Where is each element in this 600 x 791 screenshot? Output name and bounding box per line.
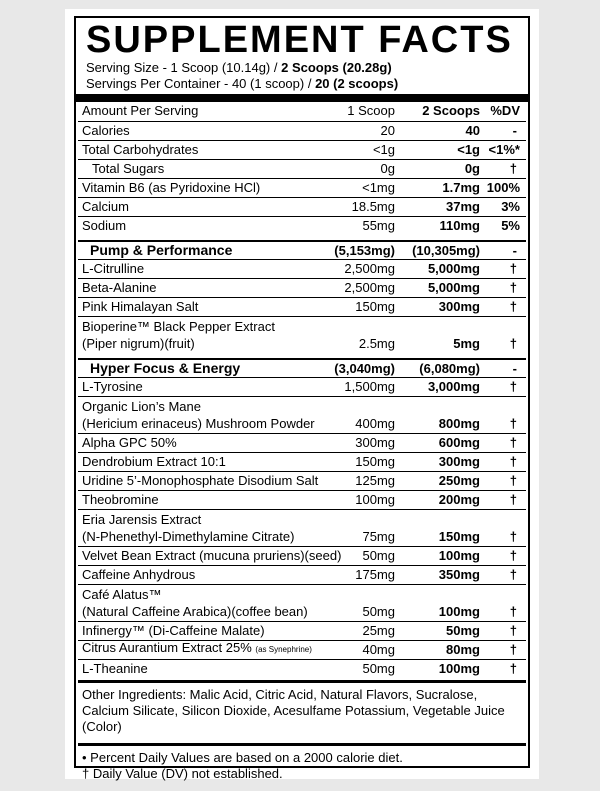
serving-size: Serving Size - 1 Scoop (10.14g) / 2 Scoops (20.28g) [86, 60, 392, 75]
amount-2-scoops: 5,000mg [427, 280, 480, 295]
ingredient-name: Uridine 5’-Monophosphate Disodium Salt [82, 473, 319, 488]
daily-value: 3% [501, 199, 520, 214]
ingredient-name: Infinergy™ (Di-Caffeine Malate) [82, 623, 265, 638]
section-title: Hyper Focus & Energy [90, 360, 241, 376]
ingredient-name-line1: Organic Lion’s Mane [82, 399, 201, 414]
amount-2-scoops: 150mg [438, 529, 480, 544]
amount-2-scoops: 300mg [438, 454, 480, 469]
nutrient-row [78, 140, 526, 159]
ingredient-name: Velvet Bean Extract (mucuna pruriens)(seed) [82, 548, 342, 563]
daily-value: † [509, 567, 517, 582]
amount-1-scoop: 0g [380, 161, 395, 176]
daily-value: † [509, 416, 517, 431]
ingredient-name: Beta-Alanine [82, 280, 157, 295]
daily-value: - [512, 243, 517, 258]
daily-value: † [509, 299, 517, 314]
amount-2-scoops: 110mg [439, 218, 480, 233]
daily-value: † [509, 492, 517, 507]
daily-value: <1%* [488, 142, 520, 157]
servings-per-container: Servings Per Container - 40 (1 scoop) / 20 (2 scoops) [86, 76, 399, 91]
ingredient-name-line1: Café Alatus™ [82, 587, 162, 602]
amount-1-scoop: 125mg [355, 473, 395, 488]
amount-2-scoops: (10,305mg) [412, 243, 480, 258]
supplement-facts-label [74, 16, 530, 781]
divider-thick [78, 680, 526, 683]
amount-2-scoops: 200mg [438, 492, 480, 507]
amount-2-scoops: 300mg [438, 299, 480, 314]
footnote-percent-dv: • Percent Daily Values are based on a 2000 calorie diet. [82, 750, 403, 765]
amount-1-scoop: 50mg [362, 604, 395, 619]
amount-1-scoop: 400mg [355, 416, 395, 431]
amount-2-scoops: 800mg [438, 416, 480, 431]
daily-value: † [509, 623, 517, 638]
daily-value: † [509, 548, 517, 563]
nutrient-row [78, 471, 526, 490]
daily-value: † [509, 261, 517, 276]
amount-1-scoop: 55mg [362, 218, 395, 233]
daily-value: † [509, 379, 517, 394]
daily-value: 100% [486, 180, 520, 195]
ingredient-name: L-Theanine [82, 661, 148, 676]
nutrient-row [78, 490, 526, 509]
ingredient-name: Pink Himalayan Salt [82, 299, 199, 314]
amount-2-scoops: 250mg [438, 473, 480, 488]
nutrient-row [78, 546, 526, 565]
daily-value: - [512, 361, 517, 376]
daily-value: † [509, 604, 517, 619]
nutrient-row [78, 396, 526, 433]
ingredient-name: Sodium [82, 218, 127, 233]
nutrient-row [78, 197, 526, 216]
ingredient-name-line2: (N-Phenethyl-Dimethylamine Citrate) [82, 529, 295, 544]
daily-value: † [509, 661, 517, 676]
header-dv: %DV [490, 103, 520, 118]
header-2-scoops: 2 Scoops [422, 103, 480, 118]
amount-2-scoops: 80mg [446, 642, 480, 657]
nutrient-row [78, 278, 526, 297]
nutrient-row [78, 216, 526, 235]
nutrient-row [78, 509, 526, 546]
daily-value: † [509, 336, 517, 351]
section-pump-performance [78, 240, 526, 260]
amount-1-scoop: 20 [380, 123, 395, 138]
nutrient-row [78, 659, 526, 678]
nutrient-row [78, 621, 526, 640]
amount-1-scoop: 25mg [362, 623, 395, 638]
ingredient-name: Caffeine Anhydrous [82, 567, 196, 582]
section-hyper-focus-energy [78, 358, 526, 378]
amount-1-scoop: 50mg [362, 548, 395, 563]
amount-per-serving-label: Amount Per Serving [82, 103, 199, 118]
daily-value: † [509, 161, 517, 176]
daily-value: † [509, 435, 517, 450]
ingredient-name: Dendrobium Extract 10:1 [82, 454, 226, 469]
nutrient-row [78, 121, 526, 140]
nutrient-row [78, 178, 526, 197]
daily-value: - [512, 123, 517, 138]
header-1-scoop: 1 Scoop [347, 103, 395, 118]
daily-value: 5% [501, 218, 520, 233]
amount-2-scoops: 100mg [438, 661, 480, 676]
nutrient-row [78, 316, 526, 353]
amount-1-scoop: 40mg [362, 642, 395, 657]
amount-2-scoops: 100mg [438, 604, 480, 619]
ingredient-name: Total Sugars [92, 161, 165, 176]
amount-1-scoop: 175mg [355, 567, 395, 582]
amount-2-scoops: 5mg [453, 336, 480, 351]
nutrient-row [78, 452, 526, 471]
ingredient-name: Calories [82, 123, 130, 138]
footnote-dv-not-established: † Daily Value (DV) not established. [82, 766, 283, 781]
amount-2-scoops: 600mg [438, 435, 480, 450]
daily-value: † [509, 473, 517, 488]
amount-2-scoops: 350mg [438, 567, 480, 582]
amount-1-scoop: 75mg [362, 529, 395, 544]
amount-2-scoops: <1g [457, 142, 480, 157]
ingredient-name: Total Carbohydrates [82, 142, 199, 157]
amount-1-scoop: <1g [372, 142, 395, 157]
ingredient-name-line2: (Piper nigrum)(fruit) [82, 336, 195, 351]
amount-1-scoop: 150mg [355, 454, 395, 469]
other-ingredients: Other Ingredients: Malic Acid, Citric Acid, Natural Flavors, Sucralose, Calcium Silicate, Silicon Dioxide, Acesulfame Potassium, Vegetable Juice (Color) [82, 687, 505, 734]
ingredient-name: Citrus Aurantium Extract 25% (as Synephrine) [82, 640, 312, 655]
divider-thick [78, 743, 526, 746]
nutrient-row [78, 377, 526, 396]
ingredient-name: Alpha GPC 50% [82, 435, 177, 450]
ingredient-name-line1: Bioperine™ Black Pepper Extract [82, 319, 275, 334]
amount-2-scoops: 0g [464, 161, 480, 176]
amount-2-scoops: 40 [465, 123, 480, 138]
amount-1-scoop: 18.5mg [351, 199, 395, 214]
ingredient-name-line1: Eria Jarensis Extract [82, 512, 202, 527]
nutrient-row [78, 433, 526, 452]
amount-1-scoop: 2.5mg [358, 336, 395, 351]
section-title: Pump & Performance [90, 242, 233, 258]
daily-value: † [509, 280, 517, 295]
column-header-row [78, 102, 526, 120]
amount-1-scoop: 2,500mg [344, 280, 395, 295]
nutrient-row [78, 584, 526, 621]
amount-2-scoops: 5,000mg [427, 261, 480, 276]
nutrient-row [78, 159, 526, 178]
daily-value: † [509, 529, 517, 544]
label-title: SUPPLEMENT FACTS [86, 19, 513, 61]
amount-1-scoop: (5,153mg) [334, 243, 395, 258]
amount-2-scoops: 37mg [446, 199, 480, 214]
amount-1-scoop: 100mg [355, 492, 395, 507]
amount-1-scoop: 150mg [355, 299, 395, 314]
ingredient-name: Theobromine [82, 492, 159, 507]
daily-value: † [509, 454, 517, 469]
amount-2-scoops: 50mg [446, 623, 480, 638]
ingredient-name-line2: (Hericium erinaceus) Mushroom Powder [82, 416, 315, 431]
nutrient-row [78, 259, 526, 278]
ingredient-name: Calcium [82, 199, 129, 214]
nutrient-row [78, 640, 526, 659]
amount-1-scoop: <1mg [362, 180, 395, 195]
amount-2-scoops: 1.7mg [442, 180, 480, 195]
amount-2-scoops: (6,080mg) [419, 361, 480, 376]
daily-value: † [509, 642, 517, 657]
amount-1-scoop: 50mg [362, 661, 395, 676]
amount-2-scoops: 100mg [438, 548, 480, 563]
synephrine-note: (as Synephrine) [255, 645, 312, 654]
amount-2-scoops: 3,000mg [427, 379, 480, 394]
ingredient-name-line2: (Natural Caffeine Arabica)(coffee bean) [82, 604, 308, 619]
ingredient-name: L-Citrulline [82, 261, 145, 276]
amount-1-scoop: 1,500mg [344, 379, 395, 394]
divider-thick [76, 94, 528, 102]
nutrient-row [78, 297, 526, 316]
amount-1-scoop: (3,040mg) [334, 361, 395, 376]
nutrient-row [78, 565, 526, 584]
amount-1-scoop: 300mg [355, 435, 395, 450]
ingredient-name: Vitamin B6 (as Pyridoxine HCl) [82, 180, 261, 195]
amount-1-scoop: 2,500mg [344, 261, 395, 276]
ingredient-name: L-Tyrosine [82, 379, 143, 394]
